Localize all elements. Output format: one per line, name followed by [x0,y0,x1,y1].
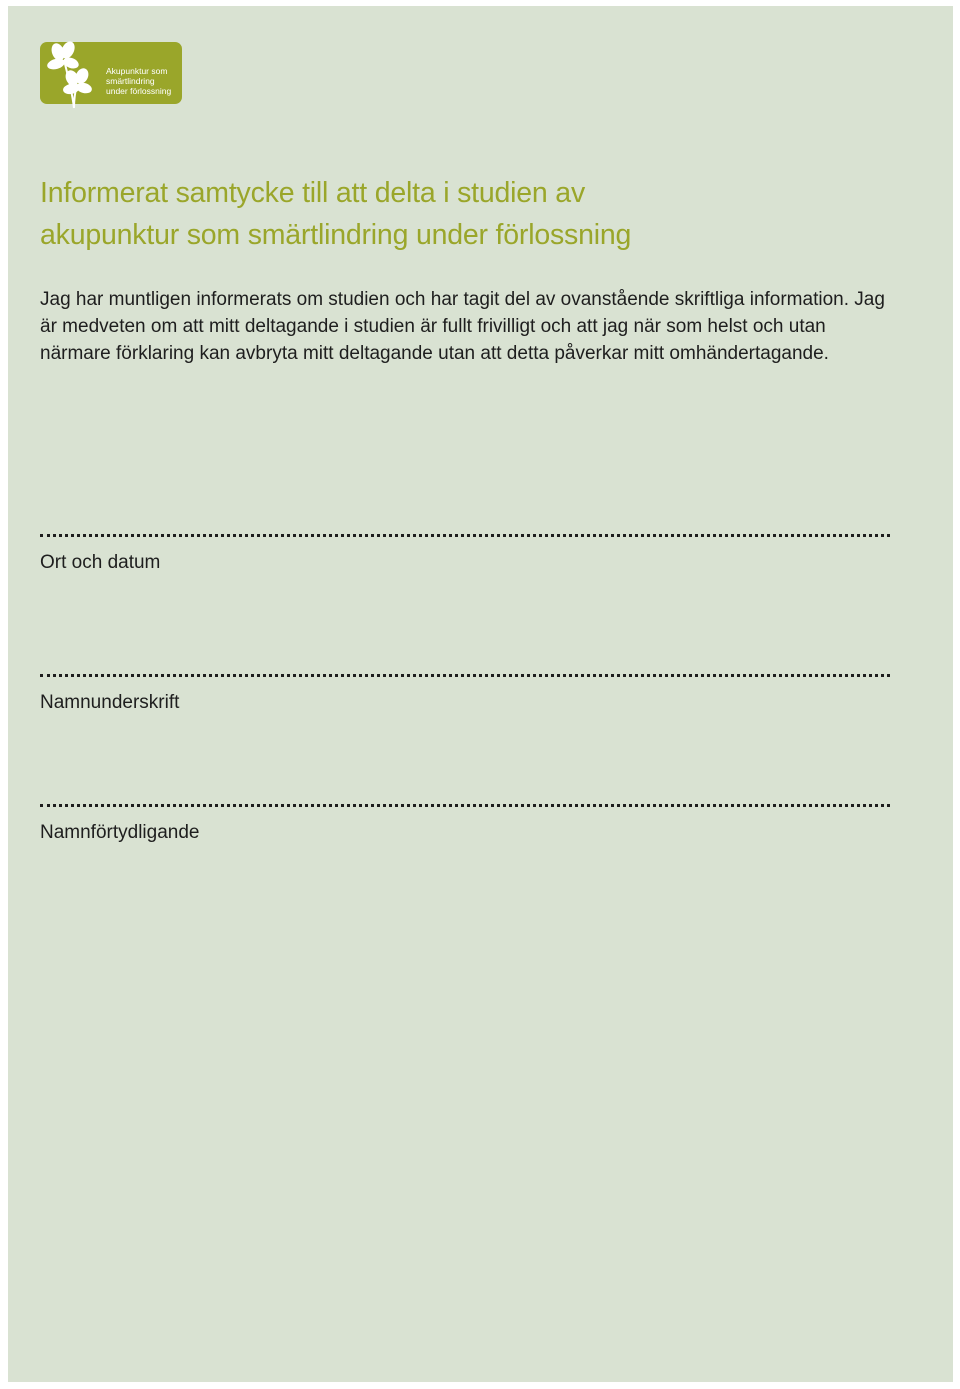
title-line: Informerat samtycke till att delta i studien av [40,177,586,209]
document-title [40,172,900,256]
title-line: akupunktur som smärtlindring under förlossning [40,219,632,251]
signature-line [40,674,890,677]
consent-paragraph: Jag har muntligen informerats om studien och har tagit del av ovanstående skriftliga information. Jag är medveten om att mitt deltagande i studien är fullt frivilligt och att jag när som helst och utan närmare förklaring kan avbryta mitt deltagande utan att detta påverkar mitt omhändertagande. [40,289,885,364]
name-clarification-field[interactable] [40,804,890,845]
place-date-field[interactable] [40,534,890,575]
signature-field[interactable] [40,674,890,715]
signature-line [40,804,890,807]
field-label: Namnunderskrift [40,692,180,713]
document-page [8,6,953,1382]
clover-flower-icon [44,36,100,110]
logo-text [106,66,180,96]
field-label: Namnförtydligande [40,822,200,843]
logo-text-line: Akupunktur som [106,66,168,76]
signature-line [40,534,890,537]
logo [40,42,182,104]
logo-text-line: under förlossning [106,86,172,96]
field-label: Ort och datum [40,552,161,573]
logo-text-line: smärtlindring [106,76,155,86]
